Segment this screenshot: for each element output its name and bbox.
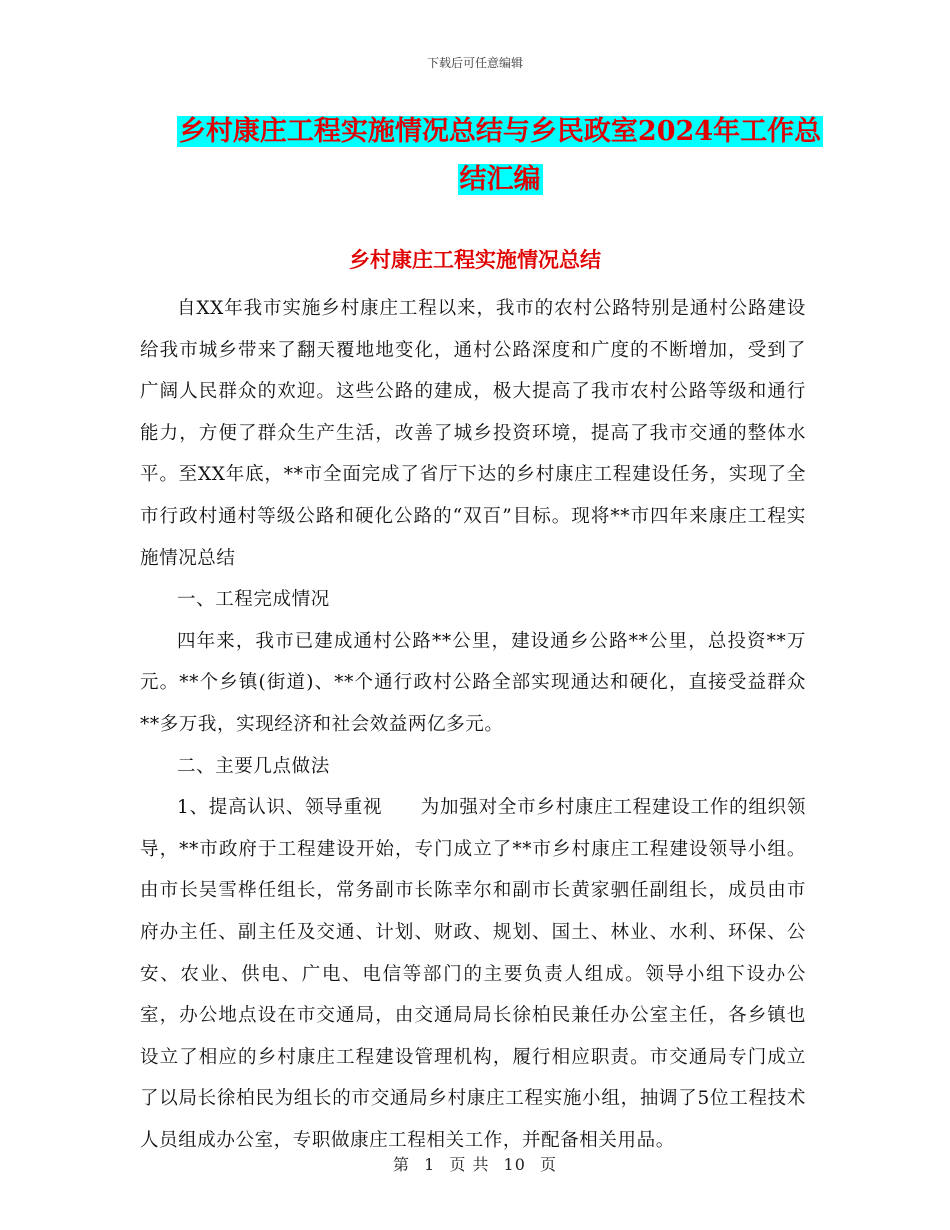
footer-total-pages: 10 <box>503 1155 526 1174</box>
paragraph-completion: 四年来，我市已建成通村公路**公里，建设通乡公路**公里，总投资**万元。**个乡镇(街道)、**个通行政村公路全部实现通达和硬化，直接受益群众**多万我，实现经济和社会效益两亿多元。 <box>140 630 806 735</box>
footer-page-number: 1 <box>424 1155 436 1174</box>
page-footer <box>0 1152 950 1175</box>
section-title: 乡村康庄工程实施情况总结 <box>349 247 601 272</box>
paragraph-leadership: 1、提高认识、领导重视 为加强对全市乡村康庄工程建设工作的组织领导，**市政府于工程建设开始，专门成立了**市乡村康庄工程建设领导小组。由市长吴雪桦任组长，常务副市长陈幸尔和副市长黄家驷任副组长，成员由市府办主任、副主任及交通、计划、财政、规划、国土、林业、水利、环保、公安、农业、供电、广电、电信等部门的主要负责人组成。领导小组下设办公室，办公地点设在市交通局，由交通局局长徐柏民兼任办公室主任，各乡镇也设立了相应的乡村康庄工程建设管理机构，履行相应职责。市交通局专门成立了以局长徐柏民为组长的市交通局乡村康庄工程实施小组，抽调了5位工程技术人员组成办公室，专职做康庄工程相关工作，并配备相关用品。 <box>140 797 806 1151</box>
document-title <box>140 108 860 204</box>
footer-suffix: 页 <box>540 1155 558 1174</box>
footer-middle: 页 共 <box>449 1155 490 1174</box>
title-line-1: 乡村康庄工程实施情况总结与乡民政室2024年工作总 <box>178 116 822 147</box>
footer-prefix: 第 <box>392 1155 410 1174</box>
body-text <box>140 288 806 1161</box>
header-note: 下载后可任意编辑 <box>426 56 523 70</box>
title-line-2: 结汇编 <box>459 164 541 195</box>
heading-project-completion: 一、工程完成情况 <box>177 589 330 611</box>
heading-main-practices: 二、主要几点做法 <box>177 755 330 777</box>
paragraph-intro: 自XX年我市实施乡村康庄工程以来，我市的农村公路特别是通村公路建设给我市城乡带来了翻天覆地地变化，通村公路深度和广度的不断增加，受到了广阔人民群众的欢迎。这些公路的建成，极大提高了我市农村公路等级和通行能力，方便了群众生产生活，改善了城乡投资环境，提高了我市交通的整体水平。至XX年底，**市全面完成了省厅下达的乡村康庄工程建设任务，实现了全市行政村通村等级公路和硬化公路的“双百”目标。现将**市四年来康庄工程实施情况总结 <box>140 298 806 569</box>
